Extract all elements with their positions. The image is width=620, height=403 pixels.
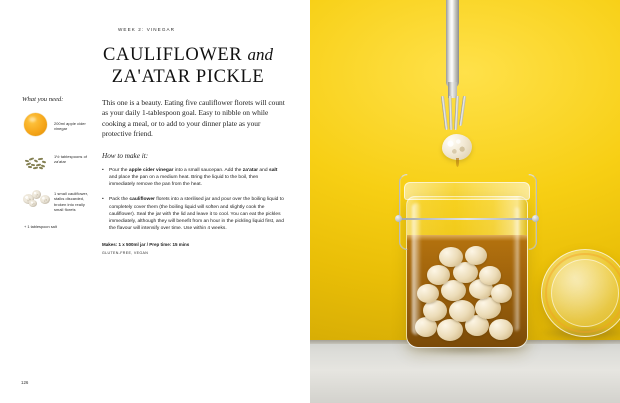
recipe-photo-page <box>310 0 620 403</box>
extra-ingredient-label: + 1 tablespoon salt <box>24 223 57 229</box>
recipe-step-text: Pour the apple cider vinegar into a small saucepan. Add the za'atar and salt and place the pan on a medium heat. Bring the liquid to the boil, then immediately remove the pan from the heat. <box>109 168 278 188</box>
ingredient-item <box>22 112 94 138</box>
liquid-drip <box>456 158 459 167</box>
bullet-icon: • <box>102 197 104 203</box>
recipe-step <box>102 167 285 188</box>
ingredient-item <box>22 186 94 213</box>
ingredient-label: 1½ tablespoons of za'atar <box>54 154 87 165</box>
ingredients-panel <box>22 96 94 229</box>
vinegar-blob-icon <box>22 112 52 138</box>
bullet-icon: • <box>102 168 104 174</box>
recipe-body <box>102 98 285 255</box>
fork-icon <box>432 0 474 144</box>
recipe-tags: GLUTEN-FREE, VEGAN <box>102 250 149 255</box>
page-title <box>88 44 288 88</box>
glass-jar <box>406 196 528 348</box>
recipe-intro: This one is a beauty. Eating five cauliflower florets will count as your daily 1-tablespoon goal. Easy to nibble on while cooking a meal, or to add to your dinner plate as your protective friend. <box>102 98 285 138</box>
pickled-cauliflower <box>413 245 521 341</box>
ingredient-label: 200ml apple cider vinegar <box>54 121 86 132</box>
recipe-step <box>102 196 285 231</box>
zaatar-pile-icon <box>22 149 52 175</box>
recipe-title-line2: ZA'ATAR PICKLE <box>111 67 265 87</box>
recipe-title-line1: CAULIFLOWER <box>103 45 243 65</box>
ingredients-heading: What you need: <box>22 96 64 103</box>
running-head: WEEK 2: VINEGAR <box>118 27 176 32</box>
recipe-title-and: and <box>247 45 273 64</box>
howto-heading: How to make it: <box>102 152 149 161</box>
recipe-step-text: Pack the cauliflower florets into a sterilised jar and pour over the boiling liquid to completely cover them (the boiling liquid will soften and slightly cook the cauliflower). Seal the jar with the lid and leave it to cool. You can eat the pickles immediately, although they will benefit from an hour in the pickling liquid first, and the flavour will intensify over time. Use within 4 weeks. <box>109 197 284 231</box>
cauliflower-floret-on-fork <box>442 134 472 160</box>
ingredient-item <box>22 149 94 175</box>
cauliflower-floret-icon <box>22 186 52 212</box>
page-number: 126 <box>21 380 29 385</box>
ingredient-label: 1 small cauliflower, stalks discarded, broken into really small florets <box>54 191 89 213</box>
jar-lid <box>541 249 620 337</box>
recipe-meta: Makes: 1 x 500ml jar / Prep time: 15 mins <box>102 241 190 247</box>
